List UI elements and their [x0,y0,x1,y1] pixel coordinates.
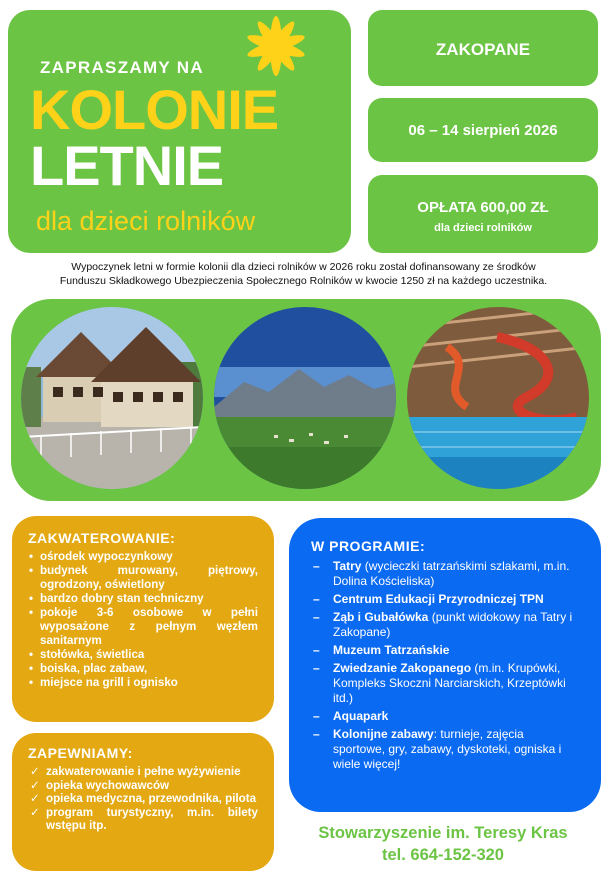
organizer-name: Stowarzyszenie im. Teresy Kras [318,824,568,842]
sun-star-icon [236,10,316,82]
list-item: • stołówka, świetlica [28,648,258,662]
program-item-title: Muzeum Tatrzańskie [333,643,450,657]
fee-text: OPŁATA 600,00 ZŁ [417,199,549,216]
place-box [368,10,598,86]
program-item-title: Aquapark [333,709,389,723]
organizer-phone[interactable]: tel. 664-152-320 [381,846,504,864]
provide-list [28,765,258,833]
list-item [311,661,579,706]
program-item-title: Centrum Edukacji Przyrodniczej TPN [333,592,544,606]
accommodation-heading: ZAKWATEROWANIE: [28,530,176,546]
funding-note-line2: Funduszu Składkowego Ubezpieczenia Społecznego Rolników w kwocie 1250 zł na każdego uczestnika. [59,275,548,287]
fee-box [368,175,598,253]
mountains-photo [214,307,396,489]
resort-photo [21,307,203,489]
program-item-title: Zwiedzanie Zakopanego [333,661,472,675]
list-item [311,610,579,640]
provide-heading: ZAPEWNIAMY: [28,745,133,761]
list-item [311,709,579,724]
place-text: ZAKOPANE [435,40,531,59]
accommodation-panel [12,516,274,722]
organizer-block [282,822,604,866]
aquapark-photo [407,307,589,489]
fee-note: dla dzieci rolników [434,222,532,234]
program-item-detail: (punkt widokowy na Tatry i Zakopane) [333,610,573,639]
program-item-title: Kolonijne zabawy [333,727,434,741]
list-item: ✓ zakwaterowanie i pełne wyżywienie [28,765,258,779]
list-item: • bardzo dobry stan techniczny [28,592,258,606]
provide-panel [12,733,274,871]
list-item [311,643,579,658]
program-heading: W PROGRAMIE: [311,538,426,554]
program-list [311,559,579,772]
program-item-title: Tatry [333,559,362,573]
accommodation-list [28,550,258,690]
list-item: • pokoje 3-6 osobowe w pełni wyposażone z pełnym węzłem sanitarnym [28,606,258,648]
program-item-detail: : turnieje, zajęcia sportowe, gry, zabawy, dyskoteki, ogniska i wiele więcej! [333,727,562,771]
hero-title-line1: KOLONIE [30,78,279,141]
list-item: • ośrodek wypoczynkowy [28,550,258,564]
list-item [311,727,579,772]
list-item: • miejsce na grill i ognisko [28,676,258,690]
photo-strip [11,299,601,501]
program-item-detail: (wycieczki tatrzańskimi szlakami, m.in. Dolina Kościeliska) [333,559,570,588]
program-item-detail: (m.in. Krupówki, Kompleks Skoczni Narciarskich, Krzeptówki itd.) [333,661,566,705]
program-panel [289,518,601,812]
list-item: ✓ opieka medyczna, przewodnika, pilota [28,792,258,806]
hero-banner [8,10,351,253]
list-item: ✓ program turystyczny, m.in. bilety wstępu itp. [28,806,258,833]
dates-text: 06 – 14 sierpień 2026 [408,122,558,139]
list-item [311,559,579,589]
program-item-title: Ząb i Gubałówka [333,610,429,624]
funding-note-line1: Wypoczynek letni w formie kolonii dla dzieci rolników w 2026 roku został dofinansowany ze środków [71,261,536,273]
hero-intro: ZAPRASZAMY NA [40,58,204,77]
funding-note [0,260,607,288]
dates-box [368,98,598,162]
hero-subtitle: dla dzieci rolników [36,206,256,236]
list-item: ✓ opieka wychowawców [28,779,258,793]
list-item: • budynek murowany, piętrowy, ogrodzony, oświetlony [28,564,258,592]
hero-title-line2: LETNIE [30,134,224,197]
list-item: • boiska, plac zabaw, [28,662,258,676]
list-item [311,592,579,607]
